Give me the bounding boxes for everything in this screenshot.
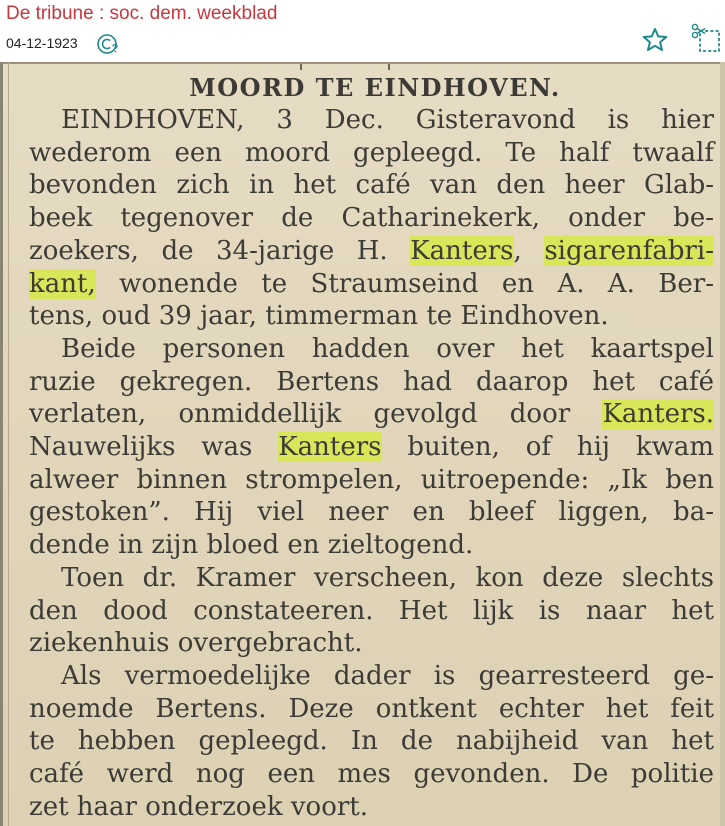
article-line (29, 627, 714, 659)
article-text: café werd nog een mes gevonden. De politie (29, 759, 714, 789)
clipping-edge (720, 62, 725, 826)
article-headline: MOORD TE EINDHOVEN. (189, 73, 561, 102)
article-text: , (513, 235, 545, 266)
article-text: ziekenhuis overgebracht. (29, 628, 363, 659)
article-text: dende in zijn bloed en zieltogend. (29, 530, 474, 561)
clipping-header (0, 0, 725, 62)
article-line (29, 137, 714, 169)
article-text: wonende te Straumseind en A. A. Ber- (95, 268, 714, 299)
article-line (29, 333, 714, 365)
star-outline-icon[interactable] (642, 27, 668, 53)
article-line (29, 366, 714, 398)
article-line (29, 660, 714, 692)
article-text: EINDHOVEN, 3 Dec. Gisteravond is hier (61, 105, 714, 135)
search-highlight: sigarenfabri- (544, 235, 715, 266)
scissors-clip-icon[interactable] (691, 22, 721, 54)
article-line (29, 725, 714, 757)
publication-date: 04-12-1923 (6, 35, 78, 51)
article-text: Toen dr. Kramer verscheen, kon deze slechts (61, 562, 714, 593)
article-line (29, 791, 714, 823)
article-text: Nauwelijks was (29, 432, 279, 462)
copyright-unknown-icon[interactable] (96, 33, 120, 55)
article-line (29, 398, 714, 430)
article-line (29, 268, 714, 300)
article-text: alweer binnen strompelen, uitroepende: „Ik ben (29, 464, 714, 495)
search-highlight: Kanters (410, 235, 514, 266)
article-text: verlaten, onmiddellijk gevolgd door (29, 399, 603, 430)
article-text: bevonden zich in het café van den heer Glab- (29, 170, 714, 201)
article-text: Als vermoedelijke dader is gearresteerd ge- (61, 660, 714, 691)
article-separator (300, 64, 390, 70)
article-text: buiten, of hij kwam (381, 432, 714, 462)
column-rule (0, 62, 3, 826)
article-text: zoekers, de 34-jarige H. (29, 235, 411, 266)
article-text: wederom een moord gepleegd. Te half twaalf (29, 137, 714, 168)
article-line (29, 431, 714, 463)
column-rule (8, 62, 9, 826)
article-line (29, 758, 714, 790)
article-text: beek tegenover de Catharinekerk, onder be- (29, 203, 714, 234)
article-text: te hebben gepleegd. In de nabijheid van het (29, 726, 714, 757)
article-line (29, 496, 714, 528)
article-line (29, 235, 714, 267)
article-text: ruzie gekregen. Bertens had daarop het café (29, 366, 714, 397)
article-text: Beide personen hadden over het kaartspel (61, 333, 714, 364)
article-line (29, 693, 714, 725)
article-line (29, 104, 714, 136)
article-line (29, 202, 714, 234)
article-line (29, 562, 714, 594)
article-line (29, 595, 714, 627)
search-highlight: kant, (29, 268, 96, 299)
article-text: tens, oud 39 jaar, timmerman te Eindhoven. (29, 301, 609, 332)
article-text: gestoken”. Hij viel neer en bleef liggen, ba- (29, 497, 714, 528)
article-text: noemde Bertens. Deze ontkent echter het feit (29, 693, 714, 724)
search-highlight: Kanters. (602, 399, 714, 430)
article-line (29, 464, 714, 496)
newspaper-clipping (0, 62, 725, 826)
article-text: den dood constateeren. Het lijk is naar het (29, 595, 714, 626)
article-line (29, 169, 714, 201)
article-text: zet haar onderzoek voort. (29, 791, 368, 822)
article-line (29, 300, 714, 332)
newspaper-title[interactable]: De tribune : soc. dem. weekblad (6, 3, 278, 24)
search-highlight: Kanters (278, 432, 382, 462)
article-line (29, 529, 714, 561)
